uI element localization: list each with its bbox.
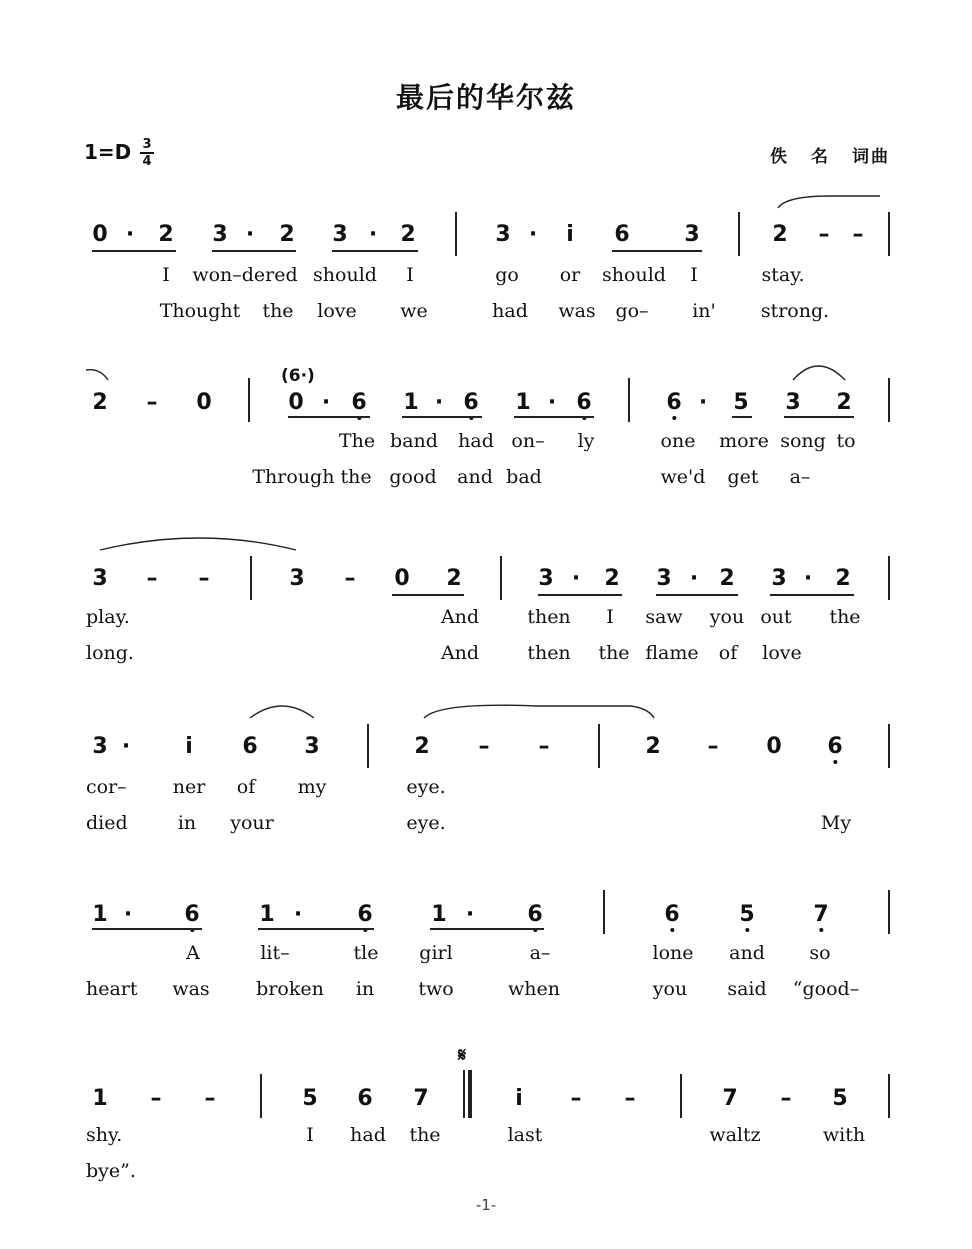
lyric: cor– — [86, 776, 127, 798]
lyric: The — [338, 430, 376, 452]
lyric: more — [719, 430, 769, 452]
dot-mark: · — [465, 902, 475, 927]
lyric: “good– — [792, 978, 860, 1000]
lyric: love — [317, 300, 357, 322]
lyric: A — [186, 942, 200, 964]
lyric: lone — [652, 942, 694, 964]
note: 2 — [92, 390, 108, 415]
note-low: 6 — [664, 902, 680, 927]
lyric: died — [86, 812, 128, 834]
note-low: 6 — [666, 390, 682, 415]
lyric: and — [457, 466, 493, 488]
dot-mark: · — [698, 390, 708, 415]
note: 2 — [604, 566, 620, 591]
note: 6 — [614, 222, 630, 247]
page-number: -1- — [475, 1196, 497, 1214]
dash: – — [707, 734, 719, 759]
lyric: lit– — [260, 942, 290, 964]
note: 2 — [446, 566, 462, 591]
note-high: i — [566, 222, 574, 247]
note: 0 — [288, 390, 304, 415]
note-low: 6 — [527, 902, 543, 927]
note: 3 — [289, 566, 305, 591]
lyric: in — [355, 978, 375, 1000]
note: 0 — [196, 390, 212, 415]
dot-mark: · — [803, 566, 813, 591]
lyric: of — [236, 776, 256, 798]
author-part-3: 词曲 — [852, 147, 890, 167]
note: 1 — [92, 1086, 108, 1111]
time-top: 3 — [142, 137, 152, 152]
lyric: eye. — [406, 812, 446, 834]
dash: – — [538, 734, 550, 759]
note: 3 — [785, 390, 801, 415]
lyric: love — [762, 642, 802, 664]
lyric: girl — [419, 942, 453, 964]
note: 2 — [400, 222, 416, 247]
lyric: your — [230, 812, 274, 834]
dash: – — [198, 566, 210, 591]
note: 6 — [357, 1086, 373, 1111]
note: 3 — [656, 566, 672, 591]
lyric: had — [492, 300, 528, 322]
lyric: get — [727, 466, 759, 488]
lyric: then — [527, 642, 571, 664]
dash: – — [624, 1086, 636, 1111]
dot-mark: · — [528, 222, 538, 247]
dot-mark: · — [123, 902, 133, 927]
note: 2 — [645, 734, 661, 759]
lyric: one — [660, 430, 696, 452]
lyric: shy. — [86, 1124, 123, 1146]
lyric: to — [836, 430, 856, 452]
lyric: And — [440, 642, 480, 664]
lyric: had — [350, 1124, 386, 1146]
note-low: 5 — [739, 902, 755, 927]
lyric: was — [558, 300, 596, 322]
dot-mark: · — [434, 390, 444, 415]
lyric: the — [262, 300, 294, 322]
lyric: Thought — [159, 300, 241, 322]
note: 3 — [771, 566, 787, 591]
dash: – — [852, 222, 864, 247]
dash: – — [570, 1086, 582, 1111]
dot-mark: · — [293, 902, 303, 927]
lyric: tle — [353, 942, 379, 964]
note: 6 — [242, 734, 258, 759]
note-low: 6 — [576, 390, 592, 415]
lyric: in' — [692, 300, 716, 322]
note: 3 — [92, 566, 108, 591]
dash: – — [204, 1086, 216, 1111]
lyric: you — [709, 606, 745, 628]
note-low: 6 — [463, 390, 479, 415]
note-low: 7 — [813, 902, 829, 927]
slur-arc — [100, 538, 296, 550]
dash: – — [146, 566, 158, 591]
lyric: so — [809, 942, 831, 964]
dash: – — [150, 1086, 162, 1111]
note: 5 — [832, 1086, 848, 1111]
lyric: band — [390, 430, 438, 452]
note: 3 — [538, 566, 554, 591]
note: 7 — [722, 1086, 738, 1111]
note: 0 — [766, 734, 782, 759]
lyric: heart — [86, 978, 138, 1000]
lyric: was — [172, 978, 210, 1000]
dash: – — [780, 1086, 792, 1111]
lyric: should — [602, 264, 666, 286]
lyric: a– — [789, 466, 811, 488]
lyric: I — [306, 1124, 314, 1146]
note: 2 — [835, 566, 851, 591]
lyric: Through the — [252, 466, 372, 488]
lyric: two — [418, 978, 454, 1000]
lyric: won–dered — [192, 264, 298, 286]
key-signature: 1=D — [84, 140, 132, 164]
lyric: waltz — [709, 1124, 761, 1146]
segno-sign: 𝄋 — [458, 1044, 467, 1066]
lyric: strong. — [760, 300, 830, 322]
dot-mark: · — [368, 222, 378, 247]
note: 1 — [92, 902, 108, 927]
lyric: last — [507, 1124, 543, 1146]
song-title: 最后的华尔兹 — [395, 81, 576, 114]
time-bottom: 4 — [142, 153, 152, 169]
note: 1 — [259, 902, 275, 927]
lyric: ly — [577, 430, 595, 452]
lyric: ner — [172, 776, 206, 798]
lyric: we'd — [660, 466, 706, 488]
lyric: my — [297, 776, 327, 798]
note-high: i — [185, 734, 193, 759]
lyric: bye”. — [86, 1160, 136, 1182]
lyric: the — [598, 642, 630, 664]
lyric: said — [727, 978, 767, 1000]
lyric: in — [177, 812, 197, 834]
lyric: play. — [86, 606, 130, 628]
lyric: had — [458, 430, 494, 452]
lyric: go — [495, 264, 519, 286]
dash: – — [344, 566, 356, 591]
lyric: and — [729, 942, 765, 964]
lyric: you — [652, 978, 688, 1000]
note-variant: (6·) — [281, 366, 315, 386]
note: 2 — [719, 566, 735, 591]
lyric: broken — [256, 978, 324, 1000]
lyric: or — [559, 264, 581, 286]
note-low: 6 — [357, 902, 373, 927]
note: 1 — [431, 902, 447, 927]
dot-mark: · — [125, 222, 135, 247]
note: 2 — [279, 222, 295, 247]
note: 2 — [836, 390, 852, 415]
lyric: I — [606, 606, 614, 628]
note: 3 — [332, 222, 348, 247]
note: 3 — [92, 734, 108, 759]
note: 5 — [733, 390, 749, 415]
lyric: song — [780, 430, 826, 452]
note: 3 — [212, 222, 228, 247]
lyric: the — [829, 606, 861, 628]
author-part-2: 名 — [811, 147, 830, 167]
lyric: out — [760, 606, 792, 628]
dot-mark: · — [321, 390, 331, 415]
dash: – — [478, 734, 490, 759]
note: 2 — [414, 734, 430, 759]
lyric: stay. — [761, 264, 805, 286]
note: 1 — [515, 390, 531, 415]
note-low: 6 — [827, 734, 843, 759]
slur-arc — [424, 705, 654, 718]
lyric: a– — [529, 942, 551, 964]
dot-mark: · — [689, 566, 699, 591]
note: 1 — [403, 390, 419, 415]
slur-arc — [86, 370, 108, 380]
lyric: flame — [645, 642, 699, 664]
lyric: long. — [86, 642, 134, 664]
dot-mark: · — [547, 390, 557, 415]
slur-arc — [250, 706, 314, 718]
note-low: 6 — [351, 390, 367, 415]
lyric: And — [440, 606, 480, 628]
slur-arc — [793, 366, 845, 380]
lyric: then — [527, 606, 571, 628]
lyric: go– — [615, 300, 649, 322]
lyric: we — [400, 300, 428, 322]
note: 0 — [92, 222, 108, 247]
note: 0 — [394, 566, 410, 591]
slur-arc — [778, 196, 880, 208]
note-low: 6 — [184, 902, 200, 927]
author-part-1: 佚 — [770, 147, 789, 167]
dash: – — [818, 222, 830, 247]
lyric: good — [389, 466, 437, 488]
lyric: I — [690, 264, 698, 286]
note: 3 — [684, 222, 700, 247]
dot-mark: · — [121, 734, 131, 759]
note: 5 — [302, 1086, 318, 1111]
lyric: should — [313, 264, 377, 286]
note: 3 — [304, 734, 320, 759]
lyric: I — [406, 264, 414, 286]
lyric: bad — [506, 466, 542, 488]
dot-mark: · — [571, 566, 581, 591]
lyric: eye. — [406, 776, 446, 798]
dot-mark: · — [245, 222, 255, 247]
note: 7 — [413, 1086, 429, 1111]
lyric: the — [409, 1124, 441, 1146]
dash: – — [146, 390, 158, 415]
lyric: with — [822, 1124, 866, 1146]
lyric: My — [820, 812, 852, 834]
lyric: on– — [511, 430, 545, 452]
note: 2 — [772, 222, 788, 247]
lyric: I — [162, 264, 170, 286]
lyric: of — [718, 642, 738, 664]
note: 2 — [158, 222, 174, 247]
lyric: when — [508, 978, 560, 1000]
note: 3 — [495, 222, 511, 247]
note-high: i — [515, 1086, 523, 1111]
lyric: saw — [645, 606, 683, 628]
